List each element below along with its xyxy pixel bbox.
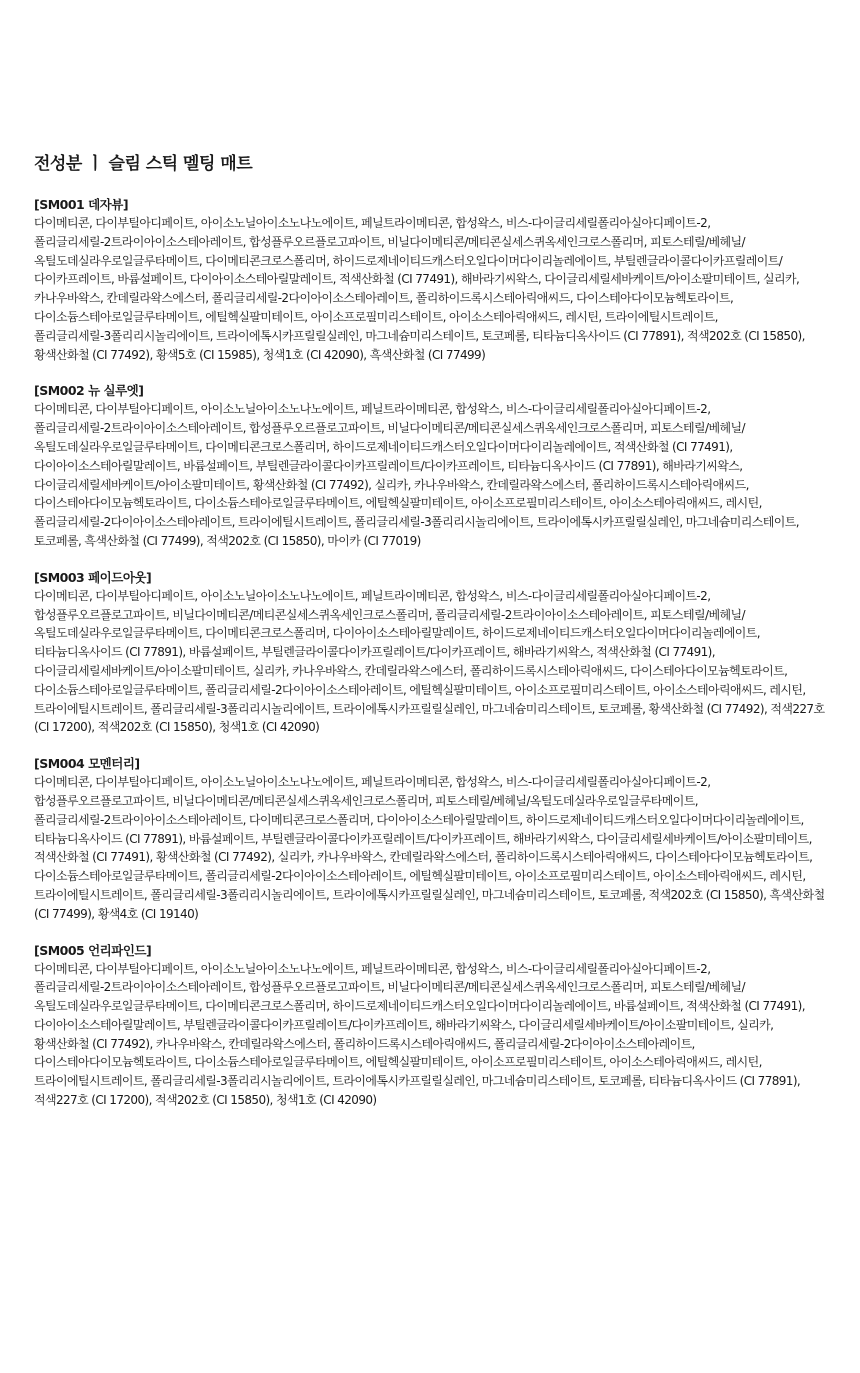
section-sm002	[34, 382, 830, 550]
section-heading: [SM005 언리파인드]	[34, 942, 152, 958]
ingredient-list: 다이메티콘, 다이부틸아디페이트, 아이소노닐아이소노나노에이트, 페닐트라이메티콘, 합성왁스, 비스-다이글리세릴폴리아실아디페이트-2, 합성플루오르플로고파이트, 비닐다이메티콘/메티콘실세스퀴옥세인크로스폴리머, 피토스테릴/베헤닐/옥틸도데실라우로일글루타메이트, 폴리글리세릴-2트라이아이소스테아레이트, 다이메티콘크로스폴리머, 다이아이소스테아릴말레이트, 하이드로제네이티드캐스터오일다이머다이리놀레에이트, 티타늄디옥사이드 (CI 77891), 바륨설페이트, 부틸렌글라이콜다이카프릴레이트/다이카프레이트, 해바라기씨왁스, 다이글리세릴세바케이트/아이소팔미테이트, 적색산화철 (CI 77491), 황색산화철 (CI 77492), 실리카, 카나우바왁스, 칸데릴라왁스에스터, 폴리하이드록시스테아릭애씨드, 다이스테아다이모늄헥토라이트, 다이소듐스테아로일글루타메이트, 폴리글리세릴-2다이아이소스테아레이트, 에틸헥실팔미테이트, 아이소프로필미리스테이트, 아이소스테아릭애씨드, 레시틴, 트라이에틸시트레이트, 폴리글리세릴-3폴리리시놀리에이트, 트라이에톡시카프릴릴실레인, 마그네슘미리스테이트, 토코페롤, 적색202호 (CI 15850), 흑색산화철 (CI 77499), 황색4호 (CI 19140)	[34, 775, 825, 921]
ingredient-list: 다이메티콘, 다이부틸아디페이트, 아이소노닐아이소노나노에이트, 페닐트라이메티콘, 합성왁스, 비스-다이글리세릴폴리아실아디페이트-2, 폴리글리세릴-2트라이아이소스테아레이트, 합성플루오르플로고파이트, 비닐다이메티콘/메티콘실세스퀴옥세인크로스폴리머, 피토스테릴/베헤닐/옥틸도데실라우로일글루타메이트, 다이메티콘크로스폴리머, 하이드로제네이티드캐스터오일다이머다이리놀레에이트, 부틸렌글라이콜다이카프릴레이트/다이카프레이트, 바륨설페이트, 다이아이소스테아릴말레이트, 적색산화철 (CI 77491), 해바라기씨왁스, 다이글리세릴세바케이트/아이소팔미테이트, 실리카, 카나우바왁스, 칸데릴라왁스에스터, 폴리글리세릴-2다이아이소스테아레이트, 폴리하이드록시스테아릭애씨드, 다이스테아다이모늄헥토라이트, 다이소듐스테아로일글루타메이트, 에틸헥실팔미테이트, 아이소프로필미리스테이트, 아이소스테아릭애씨드, 레시틴, 트라이에틸시트레이트, 폴리글리세릴-3폴리리시놀리에이트, 트라이에톡시카프릴릴실레인, 마그네슘미리스테이트, 토코페롤, 티타늄디옥사이드 (CI 77891), 적색202호 (CI 15850), 황색산화철 (CI 77492), 황색5호 (CI 15985), 청색1호 (CI 42090), 흑색산화철 (CI 77499)	[34, 216, 805, 362]
section-heading: [SM002 뉴 실루엣]	[34, 383, 144, 399]
ingredient-list: 다이메티콘, 다이부틸아디페이트, 아이소노닐아이소노나노에이트, 페닐트라이메티콘, 합성왁스, 비스-다이글리세릴폴리아실아디페이트-2, 폴리글리세릴-2트라이아이소스테아레이트, 합성플루오르플로고파이트, 비닐다이메티콘/메티콘실세스퀴옥세인크로스폴리머, 피토스테릴/베헤닐/옥틸도데실라우로일글루타메이트, 다이메티콘크로스폴리머, 하이드로제네이티드캐스터오일다이머다이리놀레에이트, 적색산화철 (CI 77491), 다이아이소스테아릴말레이트, 바륨설페이트, 부틸렌글라이콜다이카프릴레이트/다이카프레이트, 티타늄디옥사이드 (CI 77891), 해바라기씨왁스, 다이글리세릴세바케이트/아이소팔미테이트, 황색산화철 (CI 77492), 실리카, 카나우바왁스, 칸데릴라왁스에스터, 폴리하이드록시스테아릭애씨드, 다이스테아다이모늄헥토라이트, 다이소듐스테아로일글루타메이트, 에틸헥실팔미테이트, 아이소프로필미리스테이트, 아이소스테아릭애씨드, 레시틴, 폴리글리세릴-2다이아이소스테아레이트, 트라이에틸시트레이트, 폴리글리세릴-3폴리리시놀리에이트, 트라이에톡시카프릴릴실레인, 마그네슘미리스테이트, 토코페롤, 흑색산화철 (CI 77499), 적색202호 (CI 15850), 마이카 (CI 77019)	[34, 402, 799, 548]
ingredient-list: 다이메티콘, 다이부틸아디페이트, 아이소노닐아이소노나노에이트, 페닐트라이메티콘, 합성왁스, 비스-다이글리세릴폴리아실아디페이트-2, 합성플루오르플로고파이트, 비닐다이메티콘/메티콘실세스퀴옥세인크로스폴리머, 폴리글리세릴-2트라이아이소스테아레이트, 피토스테릴/베헤닐/옥틸도데실라우로일글루타메이트, 다이메티콘크로스폴리머, 다이아이소스테아릴말레이트, 하이드로제네이티드캐스터오일다이머다이리놀레에이트, 티타늄디옥사이드 (CI 77891), 바륨설페이트, 부틸렌글라이콜다이카프릴레이트/다이카프레이트, 해바라기씨왁스, 적색산화철 (CI 77491), 다이글리세릴세바케이트/아이소팔미테이트, 실리카, 카나우바왁스, 칸데릴라왁스에스터, 폴리하이드록시스테아릭애씨드, 다이스테아다이모늄헥토라이트, 다이소듐스테아로일글루타메이트, 폴리글리세릴-2다이아이소스테아레이트, 에틸헥실팔미테이트, 아이소프로필미리스테이트, 아이소스테아릭애씨드, 레시틴, 트라이에틸시트레이트, 폴리글리세릴-3폴리리시놀리에이트, 트라이에톡시카프릴릴실레인, 마그네슘미리스테이트, 토코페롤, 황색산화철 (CI 77492), 적색227호 (CI 17200), 적색202호 (CI 15850), 청색1호 (CI 42090)	[34, 588, 825, 735]
section-heading: [SM001 데자뷰]	[34, 197, 129, 212]
section-sm001	[34, 196, 830, 364]
ingredients-page	[34, 152, 830, 1128]
section-heading: [SM003 페이드아웃]	[34, 569, 152, 585]
ingredient-list: 다이메티콘, 다이부틸아디페이트, 아이소노닐아이소노나노에이트, 페닐트라이메티콘, 합성왁스, 비스-다이글리세릴폴리아실아디페이트-2, 폴리글리세릴-2트라이아이소스테아레이트, 합성플루오르플로고파이트, 비닐다이메티콘/메티콘실세스퀴옥세인크로스폴리머, 피토스테릴/베헤닐/옥틸도데실라우로일글루타메이트, 다이메티콘크로스폴리머, 하이드로제네이티드캐스터오일다이머다이리놀레에이트, 바륨설페이트, 적색산화철 (CI 77491), 다이아이소스테아릴말레이트, 부틸렌글라이콜다이카프릴레이트/다이카프레이트, 해바라기씨왁스, 다이글리세릴세바케이트/아이소팔미테이트, 실리카, 황색산화철 (CI 77492), 카나우바왁스, 칸데릴라왁스에스터, 폴리하이드록시스테아릭애씨드, 폴리글리세릴-2다이아이소스테아레이트, 다이스테아다이모늄헥토라이트, 다이소듐스테아로일글루타메이트, 에틸헥실팔미테이트, 아이소프로필미리스테이트, 아이소스테아릭애씨드, 레시틴, 트라이에틸시트레이트, 폴리글리세릴-3폴리리시놀리에이트, 트라이에톡시카프릴릴실레인, 마그네슘미리스테이트, 토코페롤, 티타늄디옥사이드 (CI 77891), 적색227호 (CI 17200), 적색202호 (CI 15850), 청색1호 (CI 42090)	[34, 961, 805, 1108]
section-heading: [SM004 모멘터리]	[34, 756, 140, 772]
section-sm004	[34, 755, 830, 923]
page-title: 전성분 ㅣ 슬림 스틱 멜팅 매트	[34, 154, 253, 174]
section-sm003	[34, 569, 830, 737]
section-sm005	[34, 942, 830, 1110]
